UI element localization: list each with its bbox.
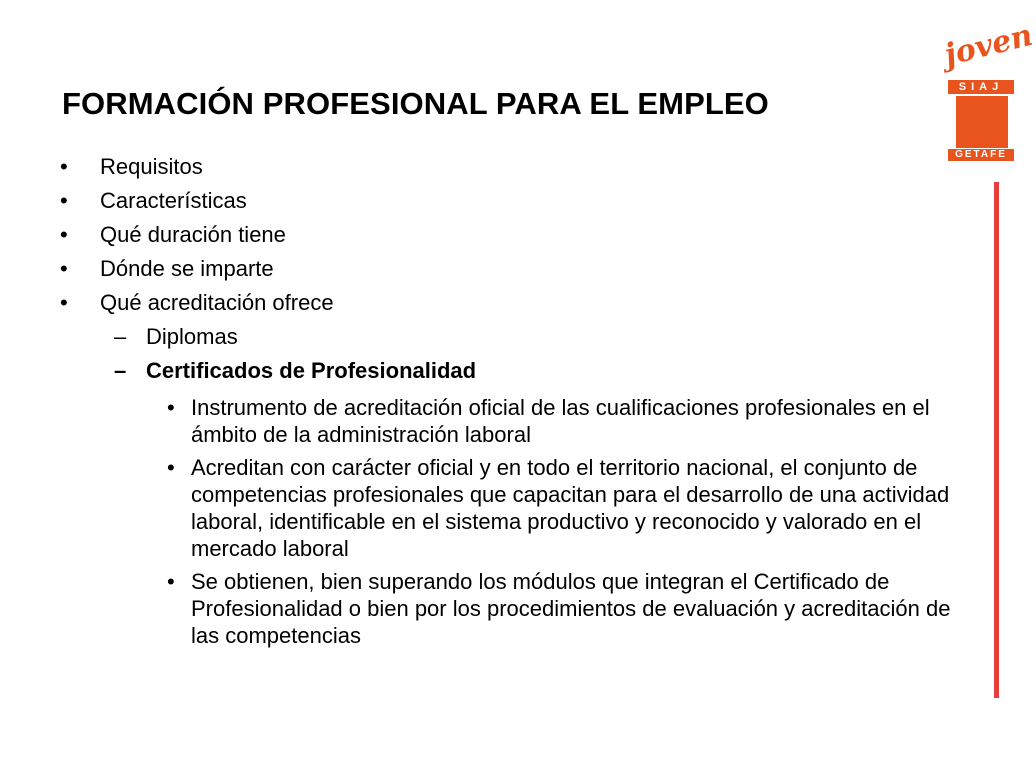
bullet-text: Qué duración tiene	[100, 222, 286, 247]
logo-bottom-label: GETAFE	[948, 149, 1014, 161]
bullet-text: Características	[100, 188, 247, 213]
bullet-item	[0, 218, 1000, 252]
sub-bullet-item	[0, 354, 1000, 388]
detail-bullet-item	[0, 394, 966, 448]
logo-script-text: joven	[941, 17, 1036, 74]
detail-bullet-text: Instrumento de acreditación oficial de las cualificaciones profesionales en el ámbito de la administración laboral	[191, 395, 930, 447]
dash-marker: –	[114, 358, 127, 383]
detail-bullet-text: Acreditan con carácter oficial y en todo el territorio nacional, el conjunto de competencias profesionales que capacitan para el desarrollo de una actividad laboral, identificable en el sistema productivo y reconocido y valorado en el mercado laboral	[191, 455, 950, 561]
bullet-item	[0, 286, 1000, 320]
bullet-text: Requisitos	[100, 154, 203, 179]
slide-title: FORMACIÓN PROFESIONAL PARA EL EMPLEO	[62, 86, 769, 121]
logo-bar	[956, 96, 1008, 148]
bullet-marker: •	[167, 395, 175, 420]
bullet-marker: •	[167, 455, 175, 480]
bullet-marker: •	[60, 290, 68, 315]
sub-bullet-text: Diplomas	[146, 324, 238, 349]
bullet-marker: •	[60, 222, 68, 247]
bullet-item	[0, 184, 1000, 218]
bullet-marker: •	[167, 569, 175, 594]
detail-bullet-item	[0, 454, 966, 562]
siaj-getafe-logo	[941, 17, 1036, 168]
bullet-text: Qué acreditación ofrece	[100, 290, 334, 315]
sub-bullet-item	[0, 320, 1000, 354]
bullet-marker: •	[60, 256, 68, 281]
dash-marker: –	[114, 324, 127, 349]
bullet-item	[0, 150, 1000, 184]
bullet-marker: •	[60, 154, 68, 179]
bullet-list	[0, 150, 1000, 649]
bullet-item	[0, 252, 1000, 286]
bullet-text: Dónde se imparte	[100, 256, 274, 281]
detail-bullet-text: Se obtienen, bien superando los módulos que integran el Certificado de Profesionalidad o bien por los procedimientos de evaluación y acreditación de las competencias	[191, 569, 951, 648]
logo-top-label: SIAJ	[948, 80, 1014, 94]
bullet-marker: •	[60, 188, 68, 213]
sub-bullet-text: Certificados de Profesionalidad	[146, 358, 477, 383]
detail-bullet-item	[0, 568, 966, 649]
accent-vertical-line	[994, 182, 999, 698]
